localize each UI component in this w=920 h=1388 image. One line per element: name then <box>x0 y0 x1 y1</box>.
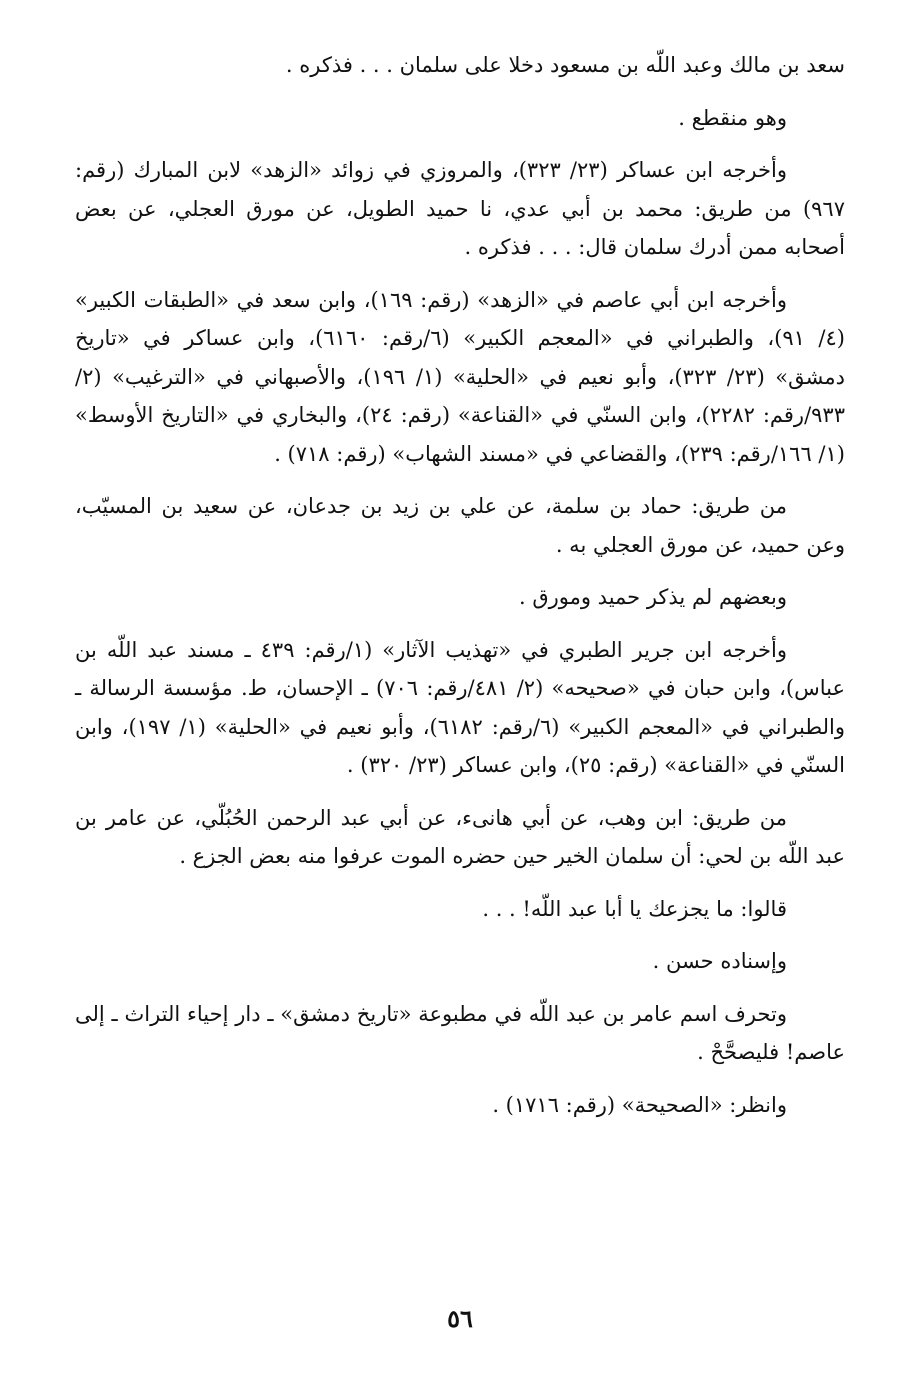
paragraph-ibn-abi-asim: وأخرجه ابن أبي عاصم في «الزهد» (رقم: ١٦٩)، وابن سعد في «الطبقات الكبير» (٤/ ٩١)، والطبراني في «المعجم الكبير» (٦/رقم: ٦١٦٠)، وابن عساكر في «تاريخ دمشق» (٢٣/ ٣٢٣)، وأبو نعيم في «الحلية» (١/ ١٩٦)، والأصبهاني في «الترغيب» (٢/ ٩٣٣/رقم: ٢٢٨٢)، وابن السنّي في «القناعة» (رقم: ٢٤)، والبخاري في «التاريخ الأوسط» (١/ ١٦٦/رقم: ٢٣٩)، والقضاعي في «مسند الشهاب» (رقم: ٧١٨) . <box>75 287 845 466</box>
paragraph-ibn-asakir: وأخرجه ابن عساكر (٢٣/ ٣٢٣)، والمروزي في زوائد «الزهد» لابن المبارك (رقم: ٩٦٧) من طريق: محمد بن أبي عدي، نا حميد الطويل، عن مورق العجلي، عن بعض أصحابه ممن أدرك سلمان قال: . . . فذكره . <box>75 158 845 259</box>
paragraph-tahrif: وتحرف اسم عامر بن عبد اللّه في مطبوعة «تاريخ دمشق» ـ دار إحياء التراث ـ إلى عاصم! فليصحَّحْ . <box>75 1001 845 1064</box>
paragraph-qalu: قالوا: ما يجزعك يا أبا عبد اللّه! . . . <box>482 896 787 921</box>
paragraph-continuation: سعد بن مالك وعبد اللّه بن مسعود دخلا على سلمان . . . فذكره . <box>285 53 845 77</box>
paragraph-hammad: من طريق: حماد بن سلمة، عن علي بن زيد بن جدعان، عن سعيد بن المسيّب، وعن حميد، عن مورق العجلي به . <box>75 494 845 557</box>
paragraph-isnad: وإسناده حسن . <box>652 949 787 973</box>
paragraph-baduhum: وبعضهم لم يذكر حميد ومورق . <box>518 585 787 609</box>
paragraph-munqati: وهو منقطع . <box>678 105 787 130</box>
page-number: ٥٦ <box>447 1304 473 1333</box>
paragraph-ibn-jarir: وأخرجه ابن جرير الطبري في «تهذيب الآثار» (١/رقم: ٤٣٩ ـ مسند عبد اللّه بن عباس)، وابن حبان في «صحيحه» (٢/ ٤٨١/رقم: ٧٠٦) ـ الإحسان، ط. مؤسسة الرسالة ـ والطبراني في «المعجم الكبير» (٦/رقم: ٦١٨٢)، وأبو نعيم في «الحلية» (١/ ١٩٧)، وابن السنّي في «القناعة» (رقم: ٢٥)، وابن عساكر (٢٣/ ٣٢٠) . <box>75 637 845 777</box>
paragraph-ibn-wahb: من طريق: ابن وهب، عن أبي هانىء، عن أبي عبد الرحمن الحُبُلّي، عن عامر بن عبد اللّه بن لحي: أن سلمان الخير حين حضره الموت عرفوا منه بعض الجزع . <box>75 805 845 868</box>
body-text <box>75 46 845 1138</box>
paragraph-unzur: وانظر: «الصحيحة» (رقم: ١٧١٦) . <box>492 1092 787 1117</box>
